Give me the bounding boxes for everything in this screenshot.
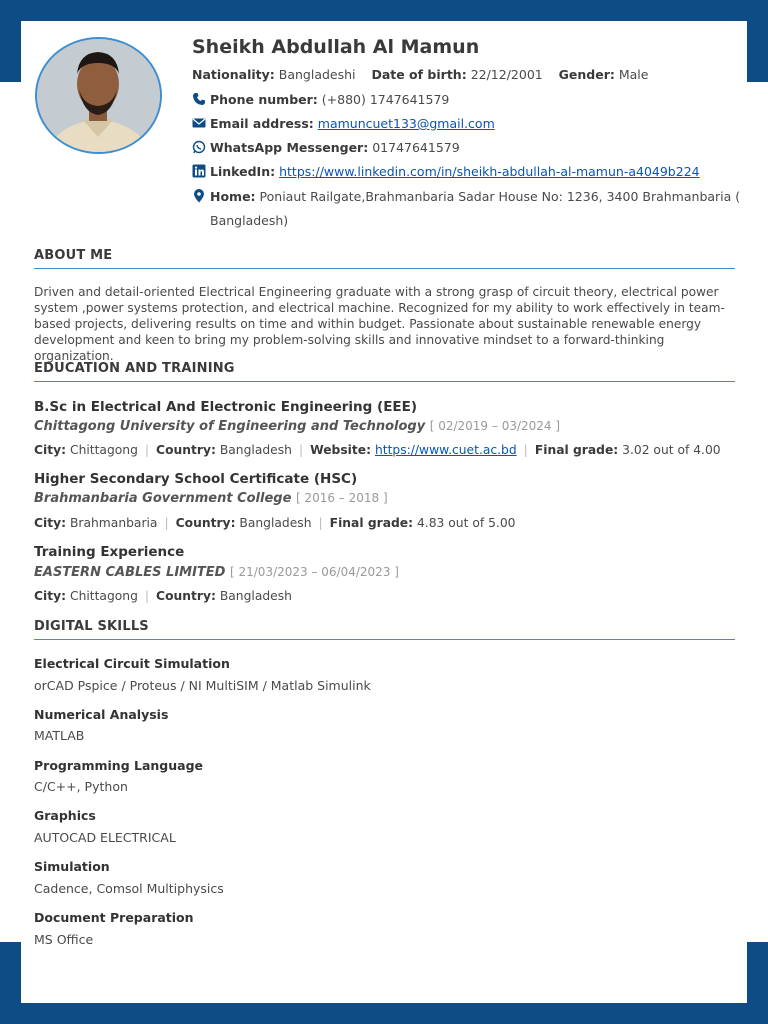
skill-value: C/C++, Python <box>34 779 128 794</box>
separator: | <box>523 443 528 457</box>
gender-value: Male <box>618 67 649 82</box>
phone-label: Phone number: <box>210 92 318 107</box>
education-item-org-name: Chittagong University of Engineering and Technology <box>34 419 426 434</box>
email-line <box>192 116 495 131</box>
education-item-org-name: Brahmanbaria Government College <box>34 491 292 506</box>
frame-corner-bottom-right <box>747 942 768 1024</box>
education-item-dates: [ 21/03/2023 – 06/04/2023 ] <box>230 565 399 579</box>
grade-label: Final grade: <box>329 516 414 530</box>
city-label: City: <box>34 516 67 530</box>
education-item-meta <box>34 516 515 530</box>
home-address-line1: Poniaut Railgate,Brahmanbaria Sadar House No: 1236, 3400 Brahmanbaria ( <box>259 189 741 204</box>
nationality-value: Bangladeshi <box>278 67 356 82</box>
city-value: Chittagong <box>69 443 138 457</box>
skill-value: AUTOCAD ELECTRICAL <box>34 830 176 845</box>
website-link[interactable]: https://www.cuet.ac.bd <box>374 443 517 457</box>
education-item-title: Training Experience <box>34 544 185 560</box>
country-value: Bangladesh <box>219 443 292 457</box>
home-label: Home: <box>210 189 256 204</box>
education-item-title: B.Sc in Electrical And Electronic Engineering (EEE) <box>34 399 418 415</box>
envelope-icon <box>192 116 206 130</box>
skill-name: Programming Language <box>34 758 204 773</box>
education-section-title: EDUCATION AND TRAINING <box>34 361 235 376</box>
skill-value: orCAD Pspice / Proteus / NI MultiSIM / Matlab Simulink <box>34 678 371 693</box>
whatsapp-label: WhatsApp Messenger: <box>210 140 369 155</box>
grade-value: 4.83 out of 5.00 <box>416 516 516 530</box>
frame-corner-top-right <box>747 0 768 82</box>
about-section-title: ABOUT ME <box>34 248 113 263</box>
education-divider <box>34 381 735 382</box>
gender-label: Gender: <box>558 67 615 82</box>
frame-corner-top-left <box>0 0 21 82</box>
skill-name: Numerical Analysis <box>34 707 169 722</box>
country-label: Country: <box>156 443 216 457</box>
education-item-meta <box>34 589 292 603</box>
country-label: Country: <box>175 516 236 530</box>
dob-label: Date of birth: <box>371 67 467 82</box>
education-item-meta <box>34 443 721 457</box>
separator: | <box>318 516 323 530</box>
email-label: Email address: <box>210 116 314 131</box>
home-line <box>192 189 740 204</box>
frame-corner-bottom-left <box>0 942 21 1024</box>
separator: | <box>144 589 150 603</box>
skill-value: MATLAB <box>34 728 85 743</box>
whatsapp-icon <box>192 140 206 154</box>
linkedin-label: LinkedIn: <box>210 164 276 179</box>
country-label: Country: <box>156 589 216 603</box>
grade-label: Final grade: <box>534 443 619 457</box>
city-value: Chittagong <box>69 589 138 603</box>
phone-value: (+880) 1747641579 <box>321 92 450 107</box>
linkedin-link[interactable]: https://www.linkedin.com/in/sheikh-abdullah-al-mamun-a4049b224 <box>279 164 700 179</box>
education-item-org <box>34 491 388 506</box>
separator: | <box>298 443 304 457</box>
skill-value: MS Office <box>34 932 94 947</box>
city-value: Brahmanbaria <box>69 516 158 530</box>
separator: | <box>164 516 169 530</box>
whatsapp-value: 01747641579 <box>372 140 460 155</box>
city-label: City: <box>34 589 67 603</box>
about-text: Driven and detail-oriented Electrical Engineering graduate with a strong grasp of circuit theory, electrical power system ,power systems protection, and electrical machine. Recognized for my ability to work effectively in team-based projects, delivering results on time and within budget. Passionate about sustainable renewable energy development and keen to bring my problem-solving skills and innovative mindset to a forward-thinking organization. <box>34 285 725 363</box>
education-item-org-name: EASTERN CABLES LIMITED <box>34 565 226 580</box>
personal-info-line <box>192 67 648 82</box>
country-value: Bangladesh <box>219 589 292 603</box>
education-item-dates: [ 2016 – 2018 ] <box>295 491 388 505</box>
education-item-title: Higher Secondary School Certificate (HSC) <box>34 471 358 487</box>
city-label: City: <box>34 443 67 457</box>
person-name: Sheikh Abdullah Al Mamun <box>192 36 480 58</box>
linkedin-line <box>192 164 700 179</box>
profile-photo <box>35 37 162 154</box>
skills-divider <box>34 639 735 640</box>
skill-name: Simulation <box>34 859 110 874</box>
education-item-dates: [ 02/2019 – 03/2024 ] <box>429 419 561 433</box>
phone-icon <box>192 92 206 106</box>
skill-value: Cadence, Comsol Multiphysics <box>34 881 224 896</box>
home-address-line2: Bangladesh) <box>210 213 289 228</box>
education-item-org <box>34 419 560 434</box>
separator: | <box>144 443 150 457</box>
frame-top-bar <box>0 0 768 21</box>
phone-line <box>192 92 449 107</box>
skills-section-title: DIGITAL SKILLS <box>34 619 149 634</box>
skill-name: Document Preparation <box>34 910 194 925</box>
location-pin-icon <box>192 189 206 203</box>
skill-name: Electrical Circuit Simulation <box>34 656 230 671</box>
dob-value: 22/12/2001 <box>470 67 543 82</box>
linkedin-icon <box>192 164 206 178</box>
about-divider <box>34 268 735 269</box>
whatsapp-line <box>192 140 460 155</box>
education-item-org <box>34 565 399 580</box>
nationality-label: Nationality: <box>192 67 275 82</box>
country-value: Bangladesh <box>239 516 312 530</box>
grade-value: 3.02 out of 4.00 <box>622 443 721 457</box>
skill-name: Graphics <box>34 808 96 823</box>
email-link[interactable]: mamuncuet133@gmail.com <box>317 116 495 131</box>
website-label: Website: <box>310 443 372 457</box>
frame-bottom-bar <box>0 1003 768 1024</box>
